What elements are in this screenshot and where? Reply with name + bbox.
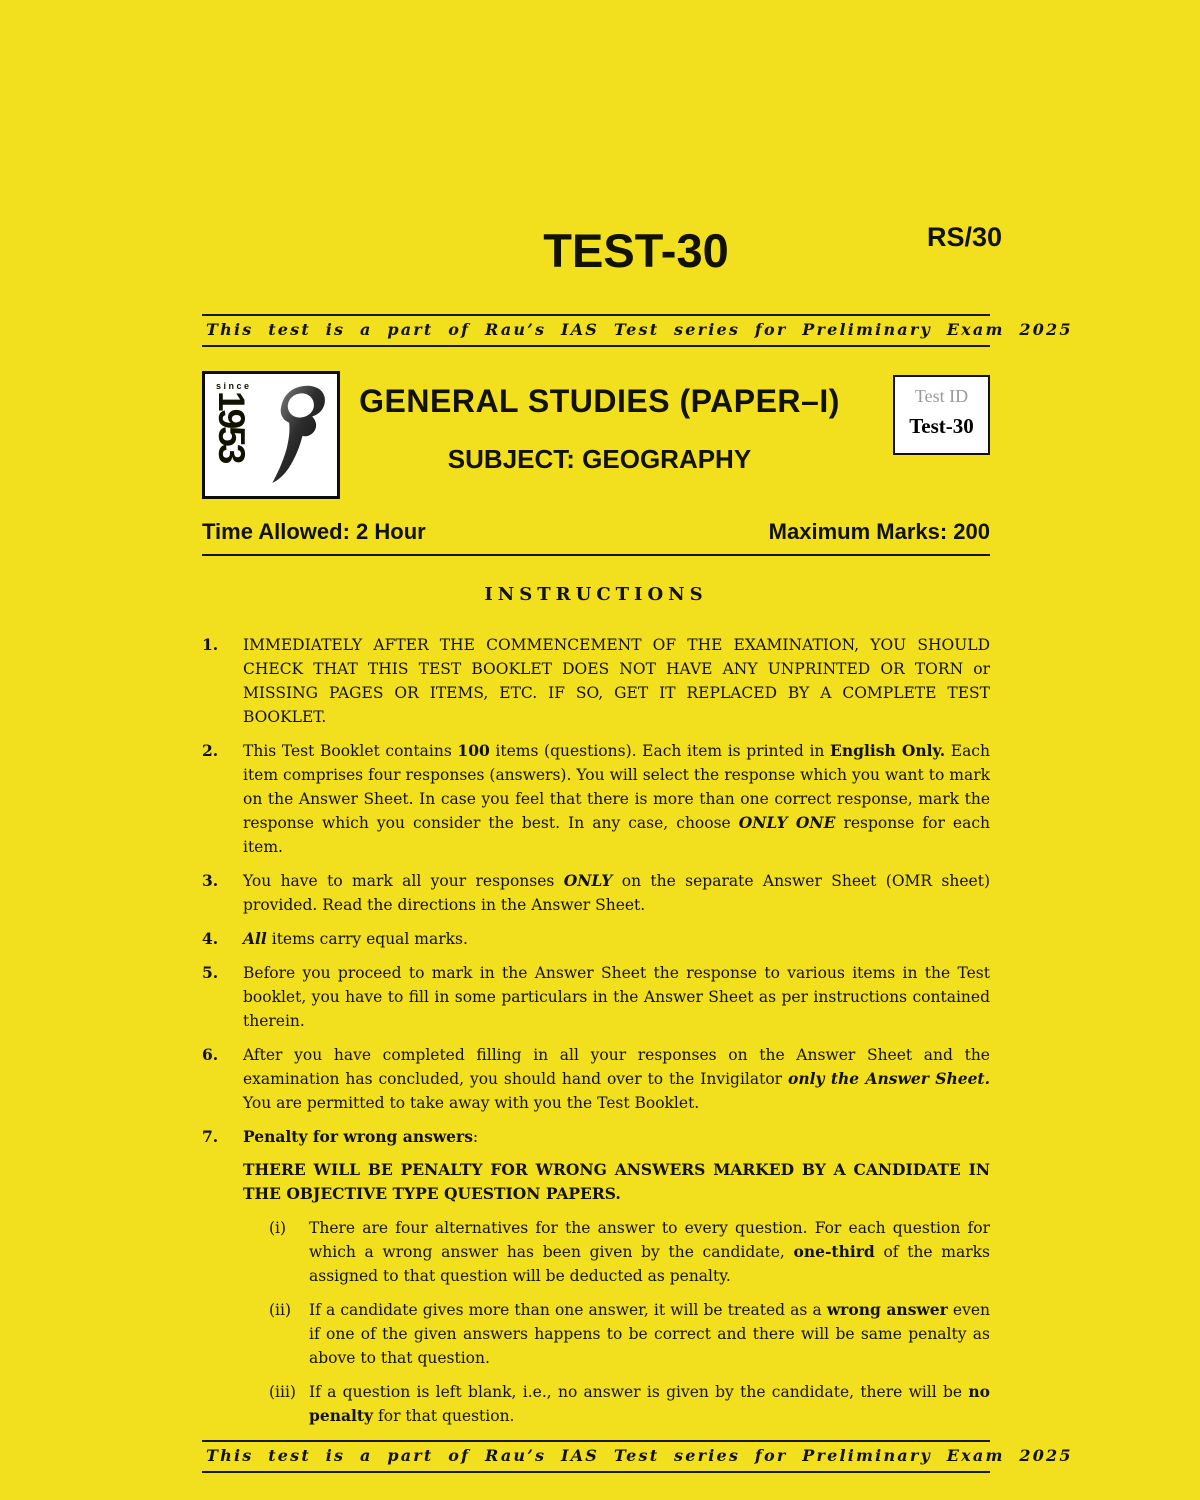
raus-ias-logo <box>202 371 340 499</box>
item-text: All items carry equal marks. <box>243 929 468 948</box>
item-text: Before you proceed to mark in the Answer Sheet the response to various items in the Test booklet, you have to fill in some particulars in the Answer Sheet as per instructions contained therein. <box>243 964 990 1030</box>
item-text: After you have completed filling in all your responses on the Answer Sheet and the examination has concluded, you should hand over to the Invigilator only the Answer Sheet. You are permitted to take away with you the Test Booklet. <box>243 1046 990 1112</box>
item-number: 1. <box>202 635 219 654</box>
title-row <box>202 222 1002 280</box>
instruction-item-5 <box>202 961 990 1033</box>
penalty-heading: Penalty for wrong answers: <box>243 1127 479 1146</box>
item-number: 7. <box>202 1127 219 1146</box>
test-id-value: Test-30 <box>909 414 974 438</box>
sub-item-number: (iii) <box>269 1383 296 1401</box>
top-banner-text: This test is a part of Rau’s IAS Test series for Preliminary Exam 2025 <box>206 320 1073 339</box>
penalty-statement: THERE WILL BE PENALTY FOR WRONG ANSWERS MARKED BY A CANDIDATE IN THE OBJECTIVE TYPE QUESTION PAPERS. <box>243 1160 990 1203</box>
bottom-banner <box>202 1440 1073 1473</box>
sub-item-text: There are four alternatives for the answer to every question. For each question for which a wrong answer has been given by the candidate, one-third of the marks assigned to that question will be deducted as penalty. <box>309 1219 990 1285</box>
time-allowed-label: Time Allowed: 2 Hour <box>202 519 426 544</box>
item-text <box>243 1125 990 1428</box>
logo-year-label: 1953 <box>211 391 252 462</box>
item-number: 5. <box>202 963 219 982</box>
item-number: 6. <box>202 1045 219 1064</box>
logo-since-label: since <box>216 381 252 391</box>
penalty-sub-list <box>269 1216 990 1428</box>
item-text: This Test Booklet contains 100 items (questions). Each item is printed in English Only. Each item comprises four responses (answers). You will select the response which you want to mark on the Answer Sheet. In case you feel that there is more than one correct response, mark the response which you consider the best. In any case, choose ONLY ONE response for each item. <box>243 741 990 856</box>
time-marks-row <box>202 519 990 556</box>
cover-sheet <box>202 0 1073 1473</box>
sub-item-number: (i) <box>269 1219 287 1237</box>
item-text: You have to mark all your responses ONLY on the separate Answer Sheet (OMR sheet) provided. Read the directions in the Answer Sheet. <box>243 871 990 914</box>
instruction-item-7 <box>202 1125 990 1428</box>
header-block <box>202 371 990 499</box>
penalty-sub-item-iii <box>269 1380 990 1428</box>
instruction-item-6 <box>202 1043 990 1115</box>
instruction-item-1 <box>202 633 990 729</box>
penalty-sub-item-i <box>269 1216 990 1288</box>
item-number: 2. <box>202 741 219 760</box>
instructions-heading: INSTRUCTIONS <box>484 584 708 605</box>
penalty-sub-item-ii <box>269 1298 990 1370</box>
bottom-banner-text: This test is a part of Rau’s IAS Test series for Preliminary Exam 2025 <box>206 1446 1073 1465</box>
maximum-marks-label: Maximum Marks: 200 <box>768 519 990 544</box>
test-id-box <box>893 375 990 455</box>
test-id-label: Test ID <box>914 386 969 406</box>
instruction-item-4 <box>202 927 990 951</box>
subject-title: SUBJECT: GEOGRAPHY <box>447 444 752 474</box>
top-banner <box>202 314 1073 347</box>
sub-item-number: (ii) <box>269 1301 292 1319</box>
paper-title: GENERAL STUDIES (PAPER–I) <box>359 383 840 419</box>
instruction-item-2 <box>202 739 990 859</box>
page-title: TEST-30 <box>543 224 729 277</box>
sub-item-text: If a question is left blank, i.e., no answer is given by the candidate, there will be no penalty for that question. <box>309 1382 990 1425</box>
sub-item-text: If a candidate gives more than one answer, it will be treated as a wrong answer even if one of the given answers happens to be correct and there will be same penalty as above to that question. <box>309 1300 990 1367</box>
raus-face-glyph-icon <box>267 380 329 496</box>
instruction-item-3 <box>202 869 990 917</box>
item-number: 3. <box>202 871 219 890</box>
paper-code: RS/30 <box>926 222 1002 252</box>
item-number: 4. <box>202 929 219 948</box>
instructions-list <box>202 633 990 1428</box>
item-text: IMMEDIATELY AFTER THE COMMENCEMENT OF THE EXAMINATION, YOU SHOULD CHECK THAT THIS TEST BOOKLET DOES NOT HAVE ANY UNPRINTED OR TORN or MISSING PAGES OR ITEMS, ETC. IF SO, GET IT REPLACED BY A COMPLETE TEST BOOKLET. <box>243 636 990 726</box>
header-titles <box>340 371 893 499</box>
